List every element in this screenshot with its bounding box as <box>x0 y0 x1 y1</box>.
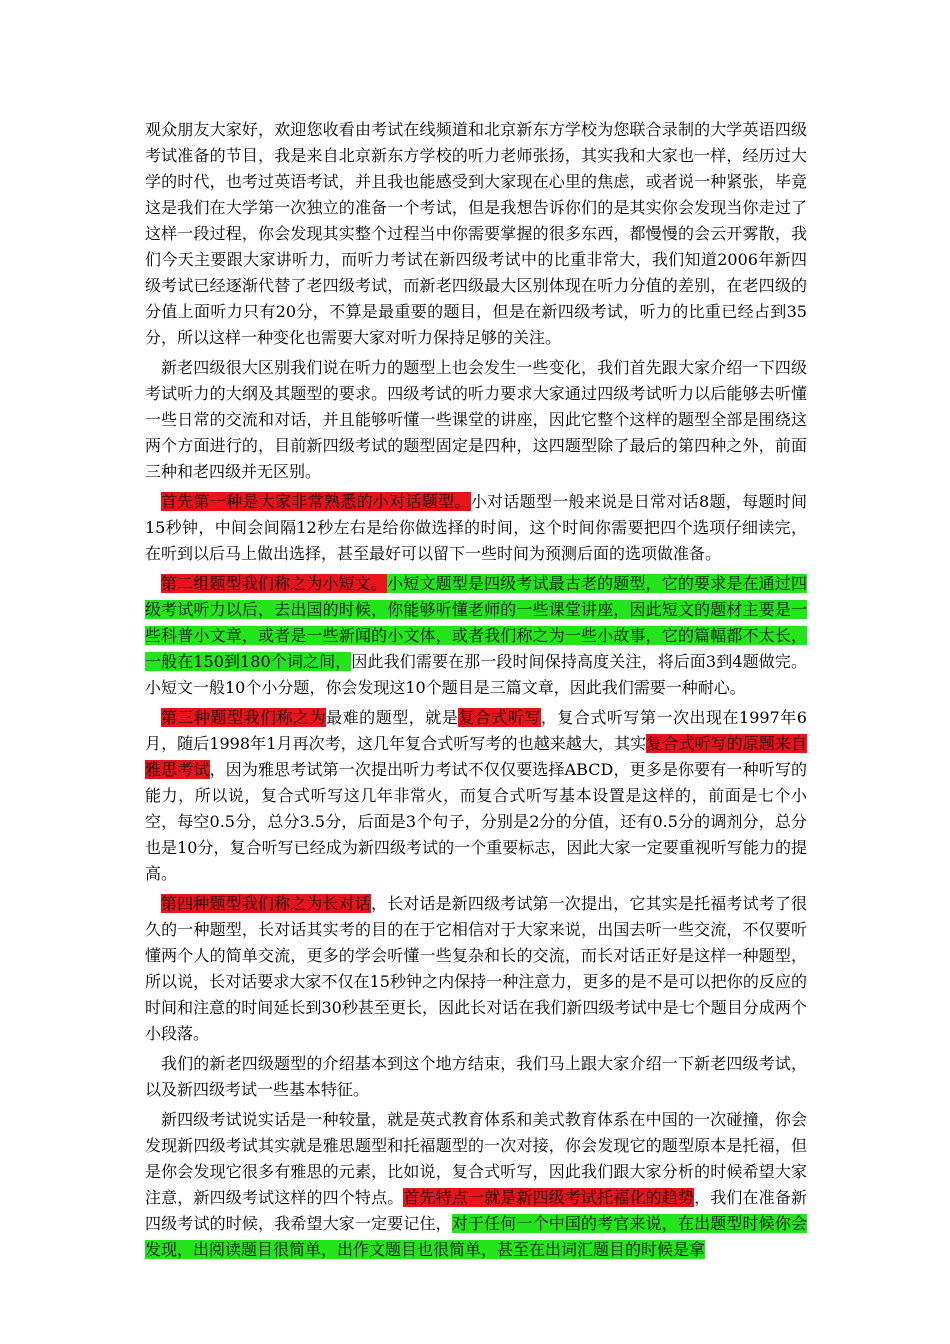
text-run: ，因为雅思考试第一次提出听力考试不仅仅要选择ABCD，更多是你要有一种听写的能力，所以说，复合式听写这几年非常火，而复合式听写基本设置是这样的，前面是七个小空，每空0.5分，总分3.5分，后面是3个句子，分别是2分的分值，还有0.5分的调剂分，总分也是10分，复合听写已经成为新四级考试的一个重要标志，因此大家一定要重视听写能力的提高。 <box>145 760 807 883</box>
highlighted-text-red: 第四种题型我们称之为长对话 <box>161 894 371 913</box>
text-run: 最难的题型，就是 <box>326 708 459 727</box>
paragraph-short-dialogue <box>145 489 807 567</box>
paragraph-new-cet4-features <box>145 1107 807 1263</box>
highlighted-text-red: 第三种题型我们称之为 <box>161 708 327 727</box>
highlighted-text-red: 首先特点一就是新四级考试托福化的趋势 <box>403 1188 695 1207</box>
text-run: 新四级考试说实话是一种较量，就是英式教育体系和美式教育体系在中国的一次碰撞，你会发现新四级考试其实就是雅思题型和托福题型的一次对接，你会发现它的题型原本是托福，但是你会发现它很多有雅思的元素，比如说，复合式听写，因此我们跟大家分析的时候希望大家注意，新四级考试这样的四个特点。 <box>145 1110 807 1207</box>
text-run: ，复合式听写第一次出现在1997年6月，随后1998年1月再次考，这几年复合式听写考的也越来越大，其实 <box>145 708 807 753</box>
text-run: ，长对话是新四级考试第一次提出，它其实是托福考试考了很久的一种题型，长对话其实考的目的在于它相信对于大家来说，出国去听一些交流，不仅要听懂两个人的简单交流，更多的学会听懂一些复杂和长的交流，而长对话正好是这样一种题型，所以说，长对话要求大家不仅在15秒钟之内保持一种注意力，更多的是不是可以把你的反应的时间和注意的时间延长到30秒甚至更长，因此长对话在我们新四级考试中是七个题目分成两个小段落。 <box>145 894 807 1043</box>
highlighted-text-red: 复合式听写 <box>458 708 541 727</box>
paragraph-summary <box>145 1051 807 1103</box>
text-run: 观众朋友大家好，欢迎您收看由考试在线频道和北京新东方学校为您联合录制的大学英语四级考试准备的节目，我是来自北京新东方学校的听力老师张扬，其实我和大家也一样，经历过大学的时代，也考过英语考试，并且我也能感受到大家现在心里的焦虑，或者说一种紧张，毕竟这是我们在大学第一次独立的准备一个考试，但是我想告诉你们的是其实你会发现当你走过了这样一段过程，你会发现其实整个过程当中你需要掌握的很多东西，都慢慢的会云开雾散，我们今天主要跟大家讲听力，而听力考试在新四级考试中的比重非常大，我们知道2006年新四级考试已经逐渐代替了老四级考试，而新老四级最大区别体现在听力分值的差别，在老四级的分值上面听力只有20分，不算是最重要的题目，但是在新四级考试，听力的比重已经占到35分，所以这样一种变化也需要大家对听力保持足够的关注。 <box>145 120 807 347</box>
paragraph-short-passage <box>145 571 807 701</box>
paragraph-compound-dictation <box>145 705 807 887</box>
document-body <box>145 117 807 1267</box>
paragraph-intro <box>145 117 807 351</box>
text-run: ，我们在准备新四级考试的时候，我希望大家一定要记住， <box>145 1188 807 1233</box>
highlighted-text-red: 首先第一种是大家非常熟悉的小对话题型。 <box>161 492 471 511</box>
highlighted-text-green: 小短文题型是四级考试最古老的题型，它的要求是在通过四级考试听力以后，去出国的时候，你能够听懂老师的一些课堂讲座，因此短文的题材主要是一些科普小文章，或者是一些新闻的小文体，或者我们称之为一些小故事，它的篇幅都不太长，一般在150到180个词之间， <box>145 574 807 671</box>
highlighted-text-green: 对于任何一个中国的考官来说，在出题型时候你会发现，出阅读题目很简单，出作文题目也很简单，甚至在出词汇题目的时候是拿 <box>145 1214 807 1259</box>
highlighted-text-red: 复合式听写的原题来自雅思考试 <box>145 734 807 779</box>
text-run: 因此我们需要在那一段时间保持高度关注，将后面3到4题做完。小短文一般10个小分题，你会发现这10个题目是三篇文章，因此我们需要一种耐心。 <box>145 652 807 697</box>
paragraph-long-dialogue <box>145 891 807 1047</box>
text-run: 我们的新老四级题型的介绍基本到这个地方结束，我们马上跟大家介绍一下新老四级考试，以及新四级考试一些基本特征。 <box>145 1054 807 1099</box>
text-run: 小对话题型一般来说是日常对话8题，每题时间15秒钟，中间会间隔12秒左右是给你做选择的时间，这个时间你需要把四个选项仔细读完，在听到以后马上做出选择，甚至最好可以留下一些时间为预测后面的选项做准备。 <box>145 492 807 563</box>
text-run: 新老四级很大区别我们说在听力的题型上也会发生一些变化，我们首先跟大家介绍一下四级考试听力的大纲及其题型的要求。四级考试的听力要求大家通过四级考试听力以后能够去听懂一些日常的交流和对话，并且能够听懂一些课堂的讲座，因此它整个这样的题型全部是围绕这两个方面进行的，目前新四级考试的题型固定是四种，这四题型除了最后的第四种之外，前面三种和老四级并无区别。 <box>145 358 807 481</box>
paragraph-question-types <box>145 355 807 485</box>
highlighted-text-red: 第二组题型我们称之为小短文。 <box>161 574 388 593</box>
